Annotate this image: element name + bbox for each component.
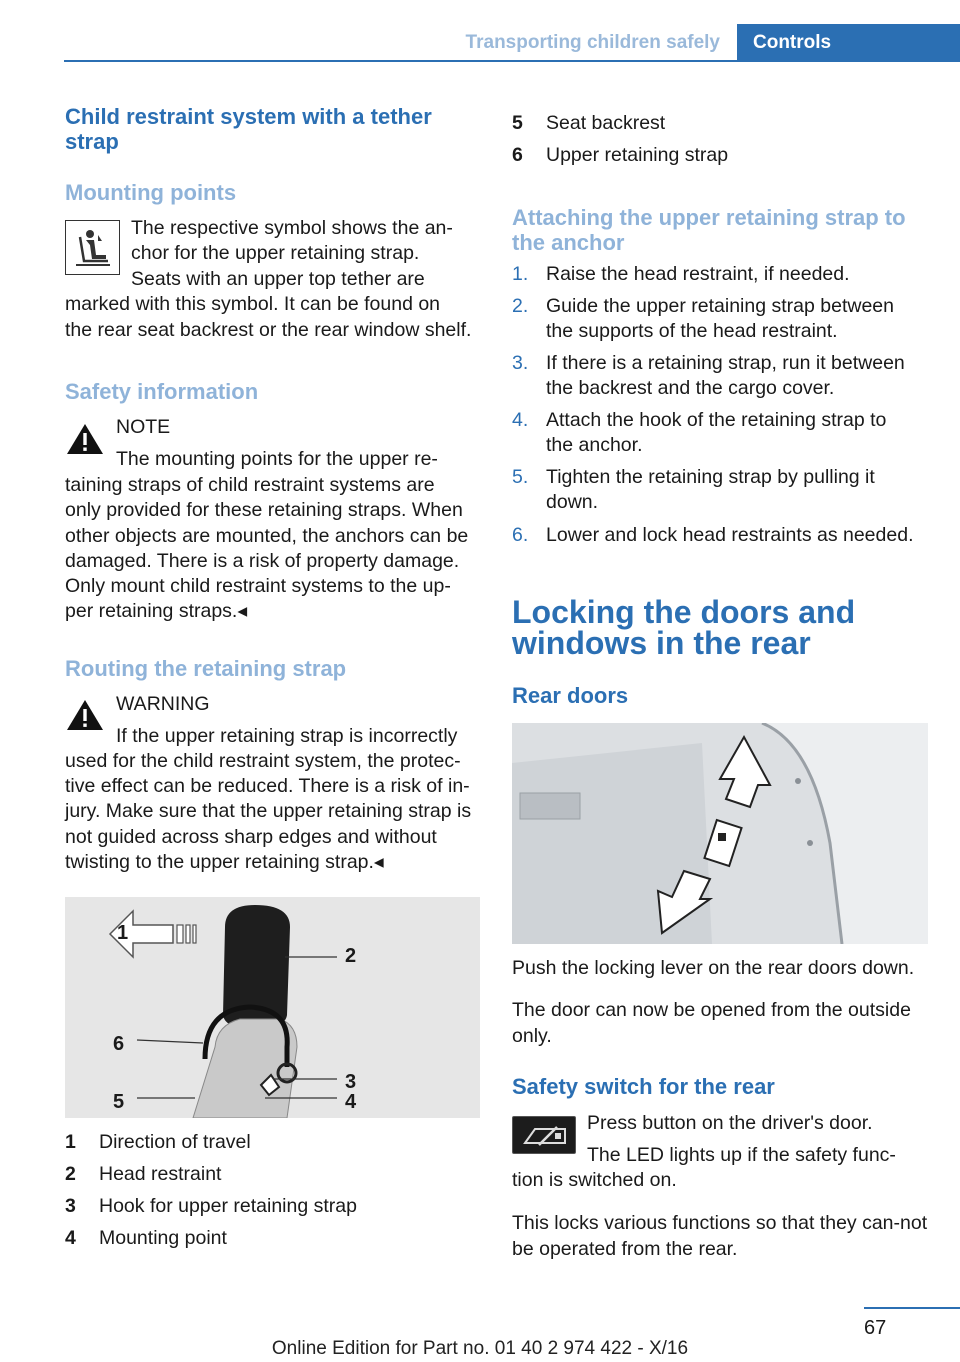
step-text: the supports of the head restraint. xyxy=(546,320,838,342)
legend-number: 3 xyxy=(65,1195,76,1217)
step-text: the backrest and the cargo cover. xyxy=(546,377,835,399)
page-number: 67 xyxy=(864,1317,887,1339)
switch-text-3: tion is switched on. xyxy=(512,1169,677,1191)
step-text: Tighten the retaining strap by pulling it xyxy=(546,466,875,488)
headrest-figure xyxy=(65,897,480,1118)
step-text: If there is a retaining strap, run it between xyxy=(546,352,905,374)
step-text: Guide the upper retaining strap between xyxy=(546,295,894,317)
legend-number: 4 xyxy=(65,1227,76,1249)
mounting-heading: Mounting points xyxy=(65,180,237,205)
child-seat-anchor-icon xyxy=(70,225,116,271)
footer-rule xyxy=(864,1307,960,1309)
note-text-1: The mounting points for the upper re‐ xyxy=(116,448,438,470)
header-tab: Controls xyxy=(737,24,960,62)
legend-number: 1 xyxy=(65,1131,76,1153)
legend-text: Direction of travel xyxy=(99,1131,251,1153)
legend-text: Mounting point xyxy=(99,1227,227,1249)
push-text: Push the locking lever on the rear doors down. xyxy=(512,957,915,979)
warning-text-5: not guided across sharp edges and without xyxy=(65,826,437,848)
note-text-5: damaged. There is a risk of property damage. xyxy=(65,550,460,572)
mounting-text-5: the rear seat backrest or the rear window shelf. xyxy=(65,319,472,341)
step-number: 1. xyxy=(512,263,529,285)
safety-switch-button-icon xyxy=(512,1116,576,1154)
callout-1: 1 xyxy=(117,922,129,944)
rear-door-figure xyxy=(512,723,928,944)
tether-anchor-symbol xyxy=(65,220,120,275)
switch-heading: Safety switch for the rear xyxy=(512,1074,775,1099)
mounting-text-2: chor for the upper retaining strap. xyxy=(131,242,420,264)
section-title: Child restraint system with a tether strap xyxy=(65,104,432,154)
routing-heading: Routing the retaining strap xyxy=(65,656,347,681)
switch-text-2: The LED lights up if the safety func‐ xyxy=(587,1144,896,1166)
mounting-text-1: The respective symbol shows the an‐ xyxy=(131,217,453,239)
warning-text-2: used for the child restraint system, the protec‐ xyxy=(65,750,461,772)
callout-6: 6 xyxy=(113,1033,125,1055)
warning-text-6: twisting to the upper retaining strap.◂ xyxy=(65,851,384,873)
callout-4: 4 xyxy=(345,1091,357,1113)
note-text-7: per retaining straps.◂ xyxy=(65,600,248,622)
switch-text-1: Press button on the driver's door. xyxy=(587,1112,873,1134)
legend-text: Upper retaining strap xyxy=(546,144,729,166)
step-number: 5. xyxy=(512,466,529,488)
note-text-2: taining straps of child restraint systems are xyxy=(65,474,435,496)
callout-2: 2 xyxy=(345,945,357,967)
door-text: The door can now be opened from the outside only. xyxy=(512,999,911,1047)
note-text-4: other objects are mounted, the anchors can be xyxy=(65,525,469,547)
warning-text-4: jury. Make sure that the upper retaining strap is xyxy=(65,800,472,822)
legend-text: Hook for upper retaining strap xyxy=(99,1195,357,1217)
footer-edition: Online Edition for Part no. 01 40 2 974 422 - X/16 xyxy=(271,1338,689,1359)
legend-number: 6 xyxy=(512,144,523,166)
note-label: NOTE xyxy=(116,416,171,438)
locks-text: This locks various functions so that they can‐not be operated from the rear. xyxy=(512,1212,928,1260)
step-number: 4. xyxy=(512,409,529,431)
note-text-6: Only mount child restraint systems to the up‐ xyxy=(65,575,451,597)
warning-text-1: If the upper retaining strap is incorrectly xyxy=(116,725,458,747)
step-text: Lower and lock head restraints as needed. xyxy=(546,524,914,546)
step-text: Attach the hook of the retaining strap to xyxy=(546,409,887,431)
note-text-3: only provided for these retaining straps. When xyxy=(65,499,463,521)
step-number: 2. xyxy=(512,295,529,317)
safety-heading: Safety information xyxy=(65,379,259,404)
warning-triangle-icon xyxy=(65,421,105,457)
window-lock-icon xyxy=(513,1117,577,1155)
warning-label: WARNING xyxy=(116,693,210,715)
callout-5: 5 xyxy=(113,1091,125,1113)
attach-heading: Attaching the upper retaining strap to the anchor xyxy=(512,205,906,255)
legend-number: 2 xyxy=(65,1163,76,1185)
mounting-text-4: marked with this symbol. It can be found on xyxy=(65,293,441,315)
header-rule xyxy=(64,60,960,62)
step-number: 6. xyxy=(512,524,529,546)
page-header xyxy=(0,24,960,62)
step-text: down. xyxy=(546,491,599,513)
warning-text-3: tive effect can be reduced. There is a risk of in‐ xyxy=(65,775,470,797)
header-section-title: Transporting children safely xyxy=(465,32,720,53)
step-text: Raise the head restraint, if needed. xyxy=(546,263,850,285)
door-lock-illustration xyxy=(512,723,928,944)
legend-text: Head restraint xyxy=(99,1163,222,1185)
warning-triangle-icon xyxy=(65,697,105,733)
legend-text: Seat backrest xyxy=(546,112,666,134)
mounting-text-3: Seats with an upper top tether are xyxy=(131,268,425,290)
legend-number: 5 xyxy=(512,112,523,134)
step-number: 3. xyxy=(512,352,529,374)
step-text: the anchor. xyxy=(546,434,643,456)
locking-title: Locking the doors and windows in the rear xyxy=(512,594,856,661)
rear-doors-heading: Rear doors xyxy=(512,683,629,708)
callout-3: 3 xyxy=(345,1071,357,1093)
